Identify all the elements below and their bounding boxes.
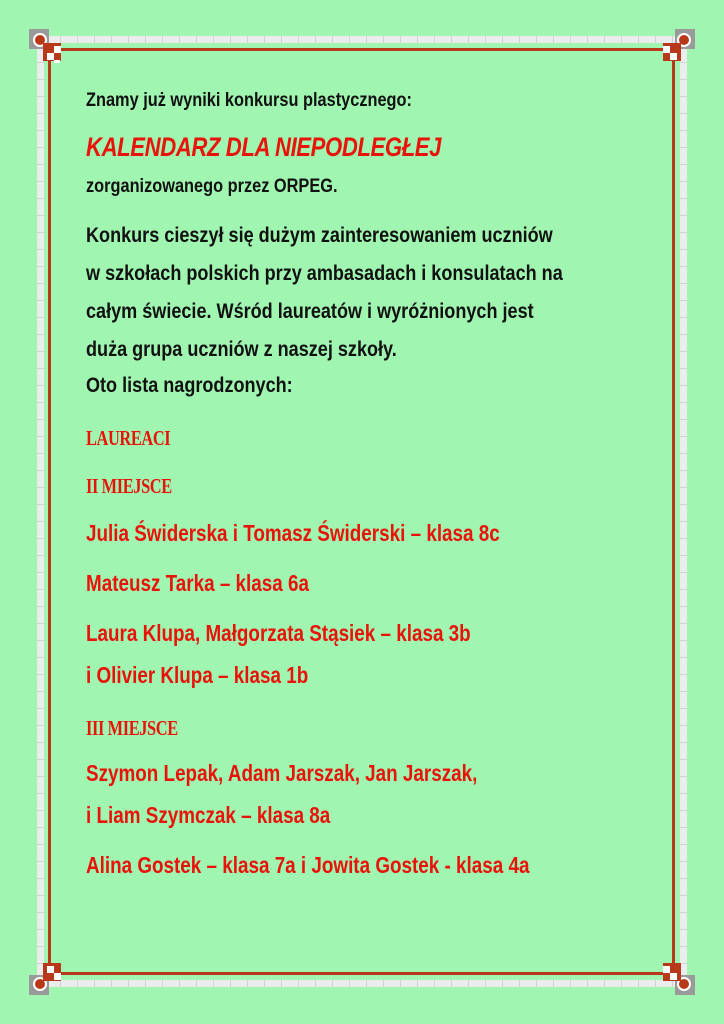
frame-line-left <box>48 48 51 975</box>
intro-line: Znamy już wyniki konkursu plastycznego: <box>86 90 412 111</box>
contest-title: KALENDARZ DLA NIEPODLEGŁEJ <box>86 132 442 162</box>
list-item: Mateusz Tarka – klasa 6a <box>86 570 309 596</box>
list-item: i Liam Szymczak – klasa 8a <box>86 802 331 828</box>
frame-strip-bottom <box>44 980 680 987</box>
paragraph-line: duża grupa uczniów z naszej szkoły. <box>86 338 397 361</box>
paragraph-line: w szkołach polskich przy ambasadach i konsulatach na <box>86 262 563 285</box>
frame-strip-left <box>37 44 44 980</box>
list-item: Szymon Lepak, Adam Jarszak, Jan Jarszak, <box>86 760 478 786</box>
list-item: Alina Gostek – klasa 7a i Jowita Gostek - klasa 4a <box>86 852 530 878</box>
corner-ornament-bottom-left <box>29 961 63 995</box>
list-item: i Olivier Klupa – klasa 1b <box>86 662 309 688</box>
heading-third-place: III MIEJSCE <box>86 716 178 740</box>
frame-strip-top <box>44 36 680 43</box>
heading-second-place: II MIEJSCE <box>86 474 172 498</box>
frame-line-bottom <box>48 972 675 975</box>
corner-ornament-bottom-right <box>661 961 695 995</box>
frame-strip-right <box>680 44 687 980</box>
paragraph-line: Oto lista nagrodzonych: <box>86 374 293 397</box>
frame-line-top <box>48 48 675 51</box>
paragraph-line: całym świecie. Wśród laureatów i wyróżnionych jest <box>86 300 534 323</box>
organizer-line: zorganizowanego przez ORPEG. <box>86 176 338 197</box>
list-item: Laura Klupa, Małgorzata Stąsiek – klasa 3b <box>86 620 471 646</box>
section-heading-laureates: LAUREACI <box>86 426 171 450</box>
corner-ornament-top-right <box>661 29 695 63</box>
list-item: Julia Świderska i Tomasz Świderski – klasa 8c <box>86 520 500 546</box>
frame-line-right <box>672 48 675 975</box>
corner-ornament-top-left <box>29 29 63 63</box>
paragraph-line: Konkurs cieszył się dużym zainteresowaniem uczniów <box>86 224 553 247</box>
